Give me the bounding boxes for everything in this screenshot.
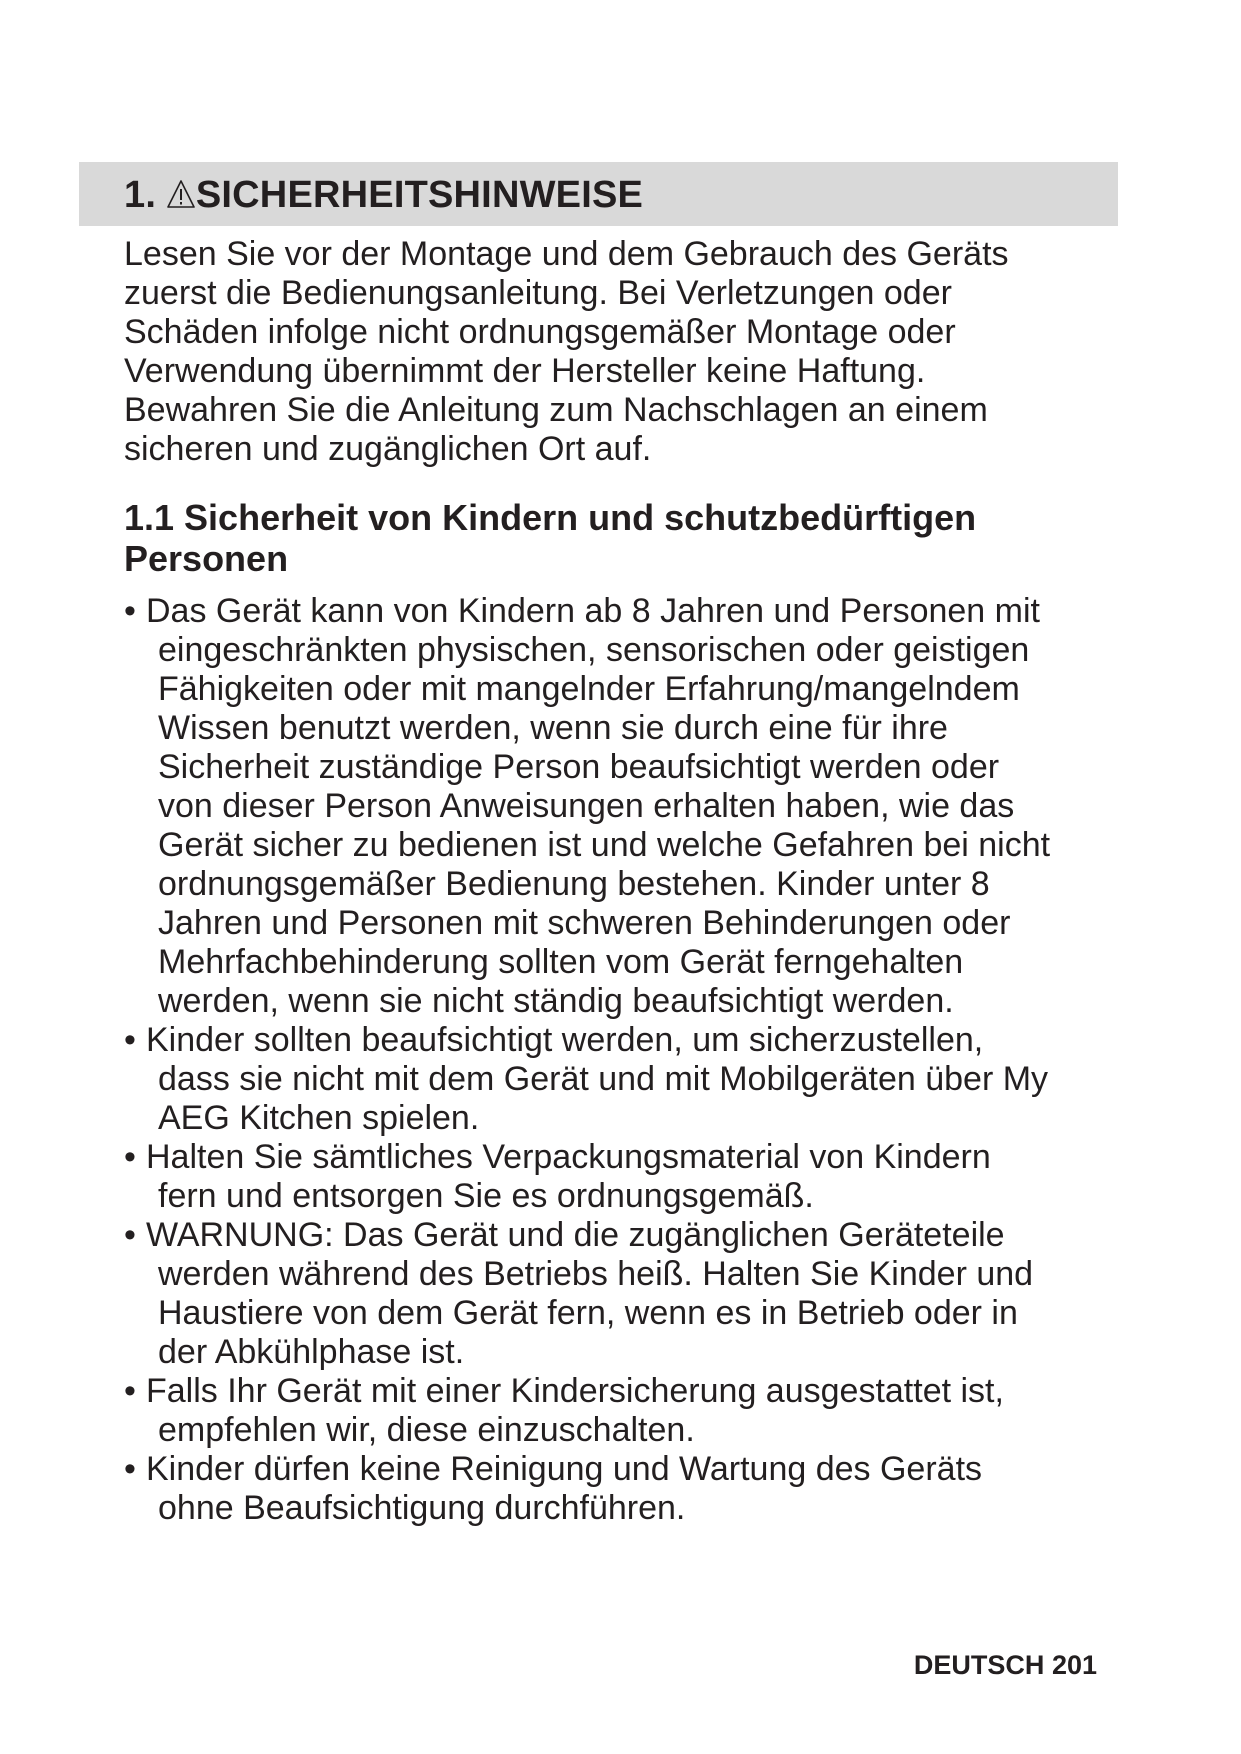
bullet-icon: • xyxy=(124,1138,136,1176)
subsection-title-line: 1.1 Sicherheit von Kindern und schutzbedürftigen xyxy=(124,497,977,538)
intro-line: sicheren und zugänglichen Ort auf. xyxy=(124,430,652,468)
intro-line: Lesen Sie vor der Montage und dem Gebrauch des Geräts xyxy=(124,235,1009,273)
bullet-line: Haustiere von dem Gerät fern, wenn es in Betrieb oder in xyxy=(158,1294,1018,1332)
bullet-line: Mehrfachbehinderung sollten vom Gerät ferngehalten xyxy=(158,943,964,981)
bullet-line: Jahren und Personen mit schweren Behinderungen oder xyxy=(158,904,1011,942)
bullet-line: Gerät sicher zu bedienen ist und welche Gefahren bei nicht xyxy=(158,826,1051,864)
warning-triangle-icon xyxy=(167,179,195,209)
bullet-icon: • xyxy=(124,592,136,630)
bullet-line: Sicherheit zuständige Person beaufsichtigt werden oder xyxy=(158,748,1000,786)
list-item xyxy=(124,1372,1134,1450)
section-title-text: SICHERHEITSHINWEISE xyxy=(195,174,644,216)
bullet-line: eingeschränkten physischen, sensorischen oder geistigen xyxy=(158,631,1030,669)
bullet-icon: • xyxy=(124,1372,136,1410)
section-number: 1. xyxy=(124,174,157,216)
footer-language: DEUTSCH xyxy=(913,1650,1045,1680)
bullet-line: Kinder sollten beaufsichtigt werden, um sicherzustellen, xyxy=(146,1021,984,1059)
bullet-line: fern und entsorgen Sie es ordnungsgemäß. xyxy=(158,1177,814,1215)
bullet-line: WARNUNG: Das Gerät und die zugänglichen Geräteteile xyxy=(146,1216,1005,1254)
bullet-line: ordnungsgemäßer Bedienung bestehen. Kinder unter 8 xyxy=(158,865,990,903)
safety-bullet-list xyxy=(124,592,1134,1528)
bullet-line: ohne Beaufsichtigung durchführen. xyxy=(158,1489,686,1527)
bullet-line: empfehlen wir, diese einzuschalten. xyxy=(158,1411,695,1449)
bullet-line: werden während des Betriebs heiß. Halten Sie Kinder und xyxy=(158,1255,1034,1293)
intro-line: Schäden infolge nicht ordnungsgemäßer Montage oder xyxy=(124,313,956,351)
subsection-title-line: Personen xyxy=(124,538,289,579)
list-item xyxy=(124,592,1134,1021)
bullet-line: der Abkühlphase ist. xyxy=(158,1333,465,1371)
section-title xyxy=(124,162,643,226)
intro-line: zuerst die Bedienungsanleitung. Bei Verletzungen oder xyxy=(124,274,952,312)
bullet-line: werden, wenn sie nicht ständig beaufsichtigt werden. xyxy=(158,982,954,1020)
list-item xyxy=(124,1450,1134,1528)
bullet-line: Fähigkeiten oder mit mangelnder Erfahrung/mangelndem xyxy=(158,670,1020,708)
intro-paragraph xyxy=(124,235,1124,469)
section-header xyxy=(79,162,1118,226)
bullet-icon: • xyxy=(124,1216,136,1254)
bullet-line: von dieser Person Anweisungen erhalten haben, wie das xyxy=(158,787,1015,825)
page-number: 201 xyxy=(1051,1650,1097,1680)
bullet-line: Das Gerät kann von Kindern ab 8 Jahren und Personen mit xyxy=(146,592,1040,630)
bullet-line: Falls Ihr Gerät mit einer Kindersicherung ausgestattet ist, xyxy=(146,1372,1004,1410)
bullet-line: Halten Sie sämtliches Verpackungsmaterial von Kindern xyxy=(146,1138,991,1176)
bullet-line: Wissen benutzt werden, wenn sie durch eine für ihre xyxy=(158,709,948,747)
bullet-icon: • xyxy=(124,1021,136,1059)
subsection-title xyxy=(124,497,1124,579)
list-item xyxy=(124,1138,1134,1216)
list-item xyxy=(124,1216,1134,1372)
bullet-line: dass sie nicht mit dem Gerät und mit Mobilgeräten über My xyxy=(158,1060,1049,1098)
bullet-line: Kinder dürfen keine Reinigung und Wartung des Geräts xyxy=(146,1450,983,1488)
intro-line: Bewahren Sie die Anleitung zum Nachschlagen an einem xyxy=(124,391,988,429)
intro-line: Verwendung übernimmt der Hersteller keine Haftung. xyxy=(124,352,926,390)
bullet-icon: • xyxy=(124,1450,136,1488)
list-item xyxy=(124,1021,1134,1138)
page-footer xyxy=(914,1650,1097,1681)
bullet-line: AEG Kitchen spielen. xyxy=(158,1099,480,1137)
